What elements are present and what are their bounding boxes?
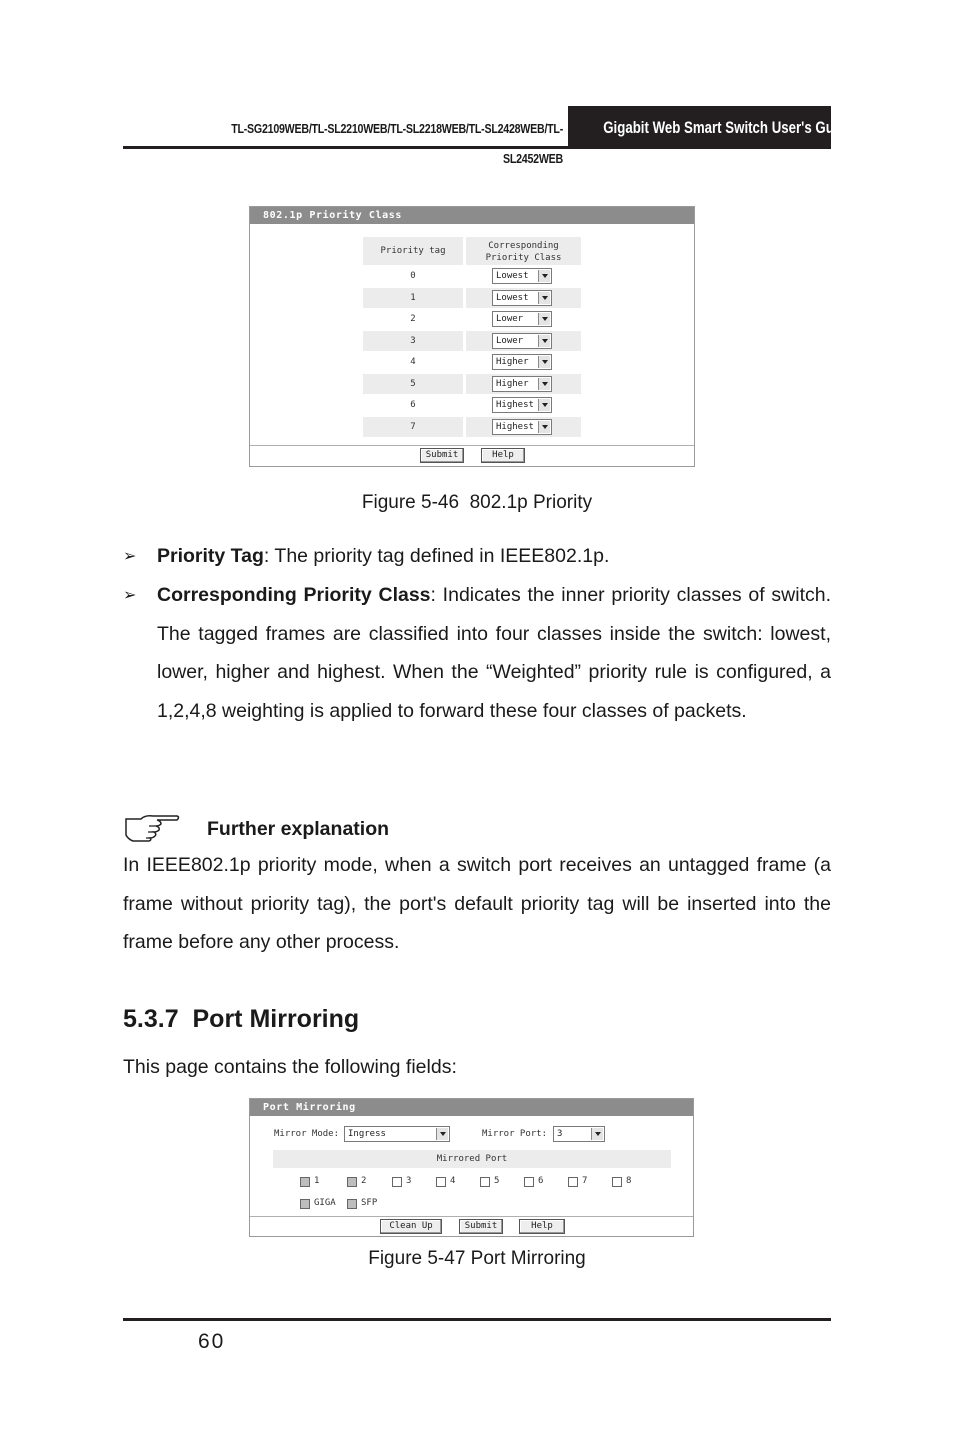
mirrored-port-checkbox[interactable] [347, 1177, 357, 1187]
priority-class-value: Highest [496, 422, 534, 432]
priority-class-cell [466, 395, 581, 415]
mirrored-port-checkbox[interactable] [480, 1177, 490, 1187]
priority-class-cell [466, 374, 581, 394]
mirrored-port-label: 4 [450, 1176, 456, 1186]
mirrored-port-label: GIGA [314, 1198, 336, 1208]
bullet-priority-tag-text: : The priority tag defined in IEEE802.1p. [263, 545, 610, 567]
bullet-corresponding-class [157, 576, 831, 730]
bullet-corresponding-class-term: Corresponding Priority Class [157, 584, 431, 606]
priority-class-select[interactable] [492, 419, 552, 435]
mirrored-port-label: Mirrored Port [436, 1154, 508, 1164]
priority-tag-value: 1 [410, 293, 416, 303]
priority-class-panel [249, 206, 695, 467]
mirrored-port-checkbox[interactable] [300, 1177, 310, 1187]
priority-class-select[interactable] [492, 333, 552, 349]
bullet-priority-tag-term: Priority Tag [157, 545, 264, 567]
header-guide-title-text: Gigabit Web Smart Switch User's Guide [603, 118, 853, 137]
figure-5-47-caption: Figure 5-47 Port Mirroring [368, 1248, 586, 1269]
priority-tag-cell [363, 352, 463, 372]
priority-class-cell [466, 352, 581, 372]
bullet-priority-tag [157, 537, 831, 576]
chevron-down-icon [538, 292, 550, 304]
priority-help-button[interactable]: Help [481, 448, 525, 463]
priority-class-value: Lower [496, 336, 524, 346]
priority-class-value: Lowest [496, 271, 529, 281]
priority-panel-divider [250, 445, 694, 446]
header-rule [123, 146, 831, 149]
chevron-down-icon [538, 270, 550, 282]
section-heading: 5.3.7 Port Mirroring [123, 1005, 360, 1033]
chevron-down-icon [591, 1128, 603, 1140]
priority-class-select[interactable] [492, 376, 552, 392]
mirror-port-select[interactable] [553, 1126, 605, 1142]
priority-tag-cell [363, 417, 463, 437]
priority-class-select[interactable] [492, 290, 552, 306]
priority-class-select[interactable] [492, 311, 552, 327]
col-header-priority-tag [363, 237, 463, 265]
chevron-down-icon [538, 399, 550, 411]
mirror-panel-title: Port Mirroring [250, 1099, 693, 1116]
mirror-port-value: 3 [557, 1129, 563, 1139]
page-number: 60 [198, 1330, 226, 1353]
bullet-corresponding-class-text: : Indicates the inner priority classes of switch. The tagged frames are classified into four classes inside the switch: lowest, lower, higher and highest. When the “Weighted” priority rule is configured, a 1,2,4,8 weighting is applied to forward these four classes of packets. [157, 584, 832, 722]
section-intro: This page contains the following fields: [123, 1056, 457, 1078]
priority-tag-value: 0 [410, 271, 416, 281]
priority-class-value: Lowest [496, 293, 529, 303]
col-header-priority-class [466, 237, 581, 265]
mirror-mode-select[interactable] [344, 1126, 450, 1142]
chevron-down-icon [538, 313, 550, 325]
priority-class-value: Higher [496, 379, 529, 389]
mirrored-port-label: 2 [361, 1176, 367, 1186]
priority-tag-cell [363, 309, 463, 329]
priority-tag-cell [363, 331, 463, 351]
priority-tag-cell [363, 266, 463, 286]
chevron-down-icon [538, 378, 550, 390]
priority-class-cell [466, 266, 581, 286]
mirrored-port-checkbox[interactable] [300, 1199, 310, 1209]
priority-tag-value: 3 [410, 336, 416, 346]
priority-class-cell [466, 417, 581, 437]
note-text: In IEEE802.1p priority mode, when a switch port receives an untagged frame (a frame without priority tag), the port's default priority tag will be inserted into the frame before any other process. [123, 854, 831, 953]
figure-5-46-caption: Figure 5-46 802.1p Priority [361, 492, 593, 513]
port-mirroring-panel [249, 1098, 694, 1237]
priority-tag-cell [363, 374, 463, 394]
pointing-hand-icon [123, 813, 181, 848]
mirrored-port-checkbox[interactable] [524, 1177, 534, 1187]
chevron-down-icon [538, 356, 550, 368]
priority-class-value: Lower [496, 314, 524, 324]
priority-panel-title: 802.1p Priority Class [250, 207, 694, 224]
priority-class-value: Highest [496, 400, 534, 410]
priority-class-select[interactable] [492, 354, 552, 370]
mirrored-port-checkbox[interactable] [436, 1177, 446, 1187]
mirrored-port-label: 5 [494, 1176, 500, 1186]
mirror-submit-button[interactable]: Submit [459, 1219, 503, 1234]
priority-tag-value: 6 [410, 400, 416, 410]
note-title: Further explanation [207, 818, 390, 840]
mirrored-port-label: 7 [582, 1176, 588, 1186]
priority-tag-value: 2 [410, 314, 416, 324]
priority-tag-value: 5 [410, 379, 416, 389]
cleanup-button[interactable]: Clean Up [380, 1219, 442, 1234]
mirrored-port-label: 3 [406, 1176, 412, 1186]
priority-class-cell [466, 309, 581, 329]
chevron-down-icon [538, 335, 550, 347]
mirrored-port-label: 8 [626, 1176, 632, 1186]
mirror-mode-value: Ingress [348, 1129, 386, 1139]
col-header-priority-class-line2: Priority Class [485, 253, 562, 263]
priority-tag-value: 4 [410, 357, 416, 367]
mirrored-port-label: 6 [538, 1176, 544, 1186]
mirrored-port-checkbox[interactable] [568, 1177, 578, 1187]
priority-tag-cell [363, 395, 463, 415]
priority-class-value: Higher [496, 357, 529, 367]
mirrored-port-checkbox[interactable] [347, 1199, 357, 1209]
chevron-down-icon [538, 421, 550, 433]
mirror-port-label: Mirror Port: [482, 1129, 548, 1139]
priority-submit-button[interactable]: Submit [420, 448, 464, 463]
footer-rule [123, 1318, 831, 1321]
header-guide-title [568, 106, 853, 149]
bullet-arrow-icon: ➢ [123, 548, 137, 565]
mirror-panel-divider [250, 1216, 693, 1217]
mirrored-port-label: 1 [314, 1176, 320, 1186]
mirrored-port-checkbox[interactable] [612, 1177, 622, 1187]
priority-tag-cell [363, 288, 463, 308]
header-model-list: TL-SG2109WEB/TL-SL2210WEB/TL-SL2218WEB/TL-SL2428WEB/TL-SL2452WEB [231, 121, 563, 166]
priority-tag-value: 7 [410, 422, 416, 432]
mirrored-port-label: SFP [361, 1198, 378, 1208]
mirror-help-button[interactable]: Help [519, 1219, 565, 1234]
priority-class-select[interactable] [492, 397, 552, 413]
mirrored-port-checkbox[interactable] [392, 1177, 402, 1187]
chevron-down-icon [436, 1128, 448, 1140]
mirror-mode-label: Mirror Mode: [274, 1129, 340, 1139]
priority-class-cell [466, 288, 581, 308]
priority-class-select[interactable] [492, 268, 552, 284]
bullet-arrow-icon: ➢ [123, 587, 137, 604]
col-header-priority-class-line1: Corresponding [488, 241, 559, 251]
mirrored-port-header [273, 1150, 671, 1168]
priority-class-cell [466, 331, 581, 351]
col-header-priority-tag-label: Priority tag [380, 246, 446, 256]
